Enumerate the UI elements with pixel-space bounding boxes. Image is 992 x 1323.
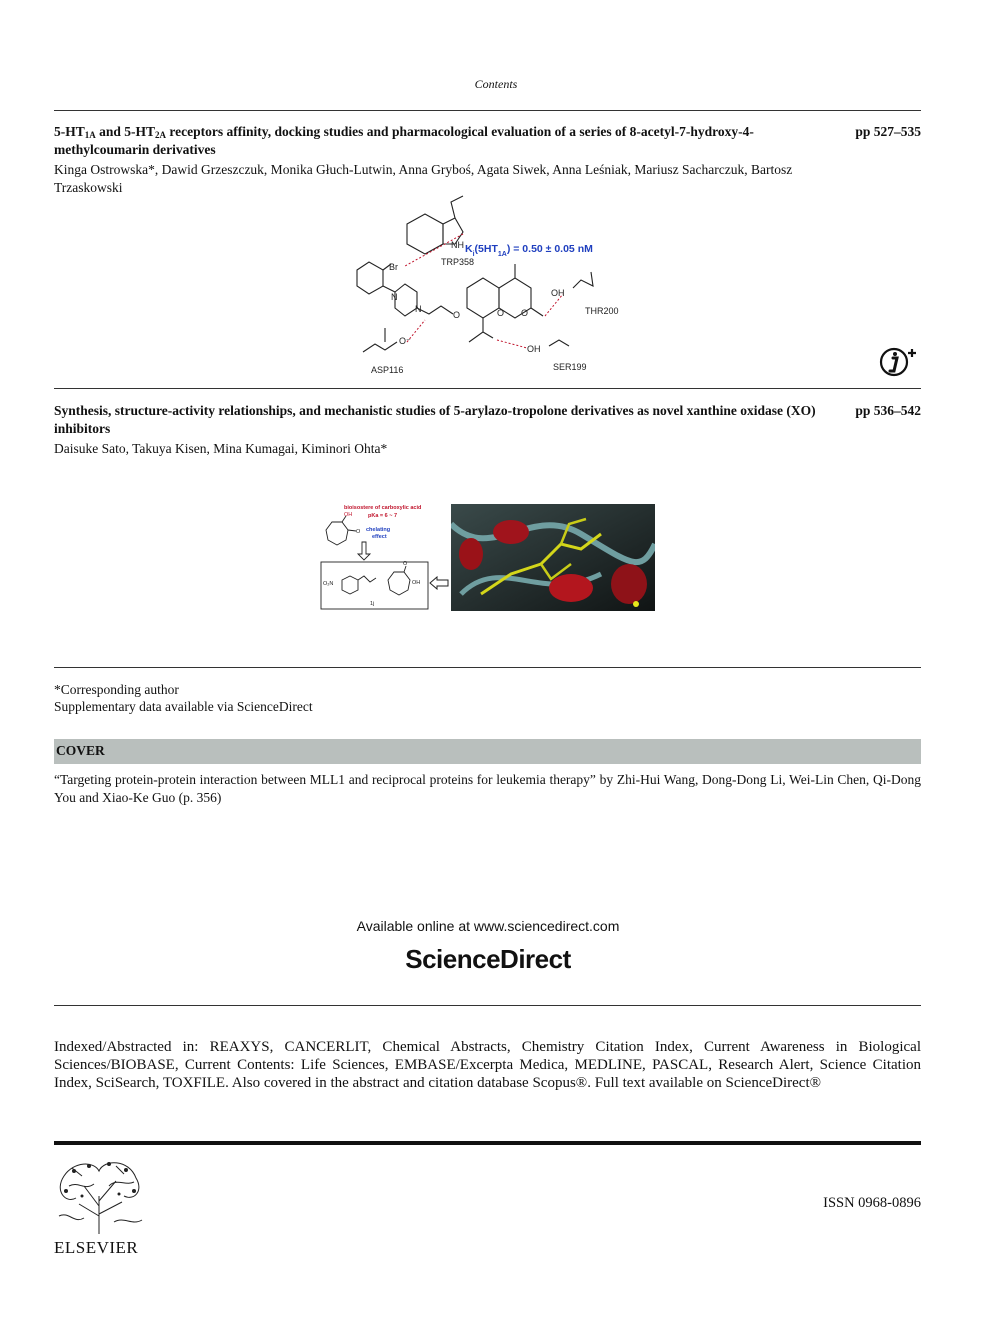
page-header-contents: Contents <box>474 77 518 91</box>
svg-text:OH: OH <box>551 288 565 298</box>
graphical-abstract-1 <box>345 192 635 377</box>
article-title-1[interactable]: $5-HT_{1A}$ and $5-HT_{2A}$ receptors affinity, docking studies and pharmacological evaluation of a series of 8-acetyl-7-hydroxy-4-methylcoumarin derivatives <box>54 124 754 157</box>
svg-text:O: O <box>453 310 461 320</box>
cover-heading: COVER <box>56 743 105 758</box>
svg-text:O⁻: O⁻ <box>399 336 411 346</box>
elsevier-tree-logo-icon <box>54 1156 144 1236</box>
svg-text:pKa = 6 ~ 7: pKa = 6 ~ 7 <box>368 513 398 519</box>
article-authors-2: Daisuke Sato, Takuya Kisen, Mina Kumagai, Kiminori Ohta* <box>54 441 388 456</box>
available-online-text[interactable]: Available online at www.sciencedirect.com <box>356 918 620 934</box>
divider-thick <box>54 1141 921 1145</box>
divider <box>54 388 921 389</box>
supplementary-info-icon[interactable] <box>878 345 922 379</box>
article-pages-2: pp 536–542 <box>855 403 921 418</box>
sciencedirect-logo[interactable]: ScienceDirect <box>405 944 571 974</box>
article-pages-1: pp 527–535 <box>855 124 921 139</box>
svg-text:O: O <box>356 529 361 535</box>
svg-text:chelating: chelating <box>366 527 391 533</box>
cover-section-header <box>54 739 921 764</box>
svg-text:TRP358: TRP358 <box>441 257 475 267</box>
svg-text:ASP116: ASP116 <box>371 365 404 375</box>
graphical-abstract-2-scheme <box>318 500 430 612</box>
svg-text:O: O <box>497 308 505 318</box>
svg-text:O₂N: O₂N <box>323 581 334 587</box>
docking-image <box>451 504 655 611</box>
cover-description: “Targeting protein-protein interaction between MLL1 and reciprocal proteins for leukemia therapy” by Zhi-Hui Wang, Dong-Dong Li, Wei-Lin Chen, Qi-Dong You and Xiao-Ke Guo (p. 356) <box>54 772 921 805</box>
indexed-abstracted-text: Indexed/Abstracted in: REAXYS, CANCERLIT, Chemical Abstracts, Chemistry Citation Index, Current Awareness in Biological Sciences/BIOBASE, Current Contents: Life Sciences, EMBASE/Excerpta Medica, MEDLINE, PASCAL, Research Alert, Science Citation Index, SciSearch, TOXFILE. Also covered in the abstract and citation database Scopus®. Full text available on ScienceDirect® <box>54 1039 921 1091</box>
elsevier-wordmark: ELSEVIER <box>54 1238 139 1257</box>
divider <box>54 110 921 111</box>
svg-text:SER199: SER199 <box>553 362 587 372</box>
svg-text:THR200: THR200 <box>585 306 619 316</box>
svg-text:bioisostere of carboxylic acid: bioisostere of carboxylic acid <box>344 505 422 511</box>
svg-text:O: O <box>403 561 408 567</box>
svg-text:OH: OH <box>344 512 353 518</box>
svg-text:OH: OH <box>527 344 541 354</box>
divider <box>54 667 921 668</box>
svg-text:O: O <box>521 308 529 318</box>
svg-text:Ki(5HT1A) = 0.50 ± 0.05 nM: $K_i(5HT_{1A}) = 0.50 \pm 0.05$ nM <box>465 243 593 258</box>
svg-text:Br: Br <box>389 262 398 272</box>
svg-text:NH: NH <box>451 240 464 250</box>
issn: ISSN 0968-0896 <box>823 1195 921 1211</box>
footnote-supplementary: Supplementary data available via ScienceDirect <box>54 699 313 714</box>
article-authors-1: Kinga Ostrowska*, Dawid Grzeszczuk, Monika Głuch-Lutwin, Anna Gryboś, Agata Siwek, Anna Leśniak, Mariusz Sacharczuk, Bartosz Trzaskowski <box>54 162 793 195</box>
footnote-corresponding: *Corresponding author <box>54 682 179 697</box>
svg-text:N: N <box>391 292 398 302</box>
svg-text:effect: effect <box>372 534 387 540</box>
svg-text:1j: 1j <box>370 601 375 607</box>
divider <box>54 1005 921 1006</box>
svg-text:N: N <box>415 304 422 314</box>
article-title-2[interactable]: Synthesis, structure-activity relationships, and mechanistic studies of 5-arylazo-tropolone derivatives as novel xanthine oxidase (XO) inhibitors <box>54 403 816 436</box>
arrow-left-icon <box>428 576 450 590</box>
svg-text:OH: OH <box>412 580 421 586</box>
